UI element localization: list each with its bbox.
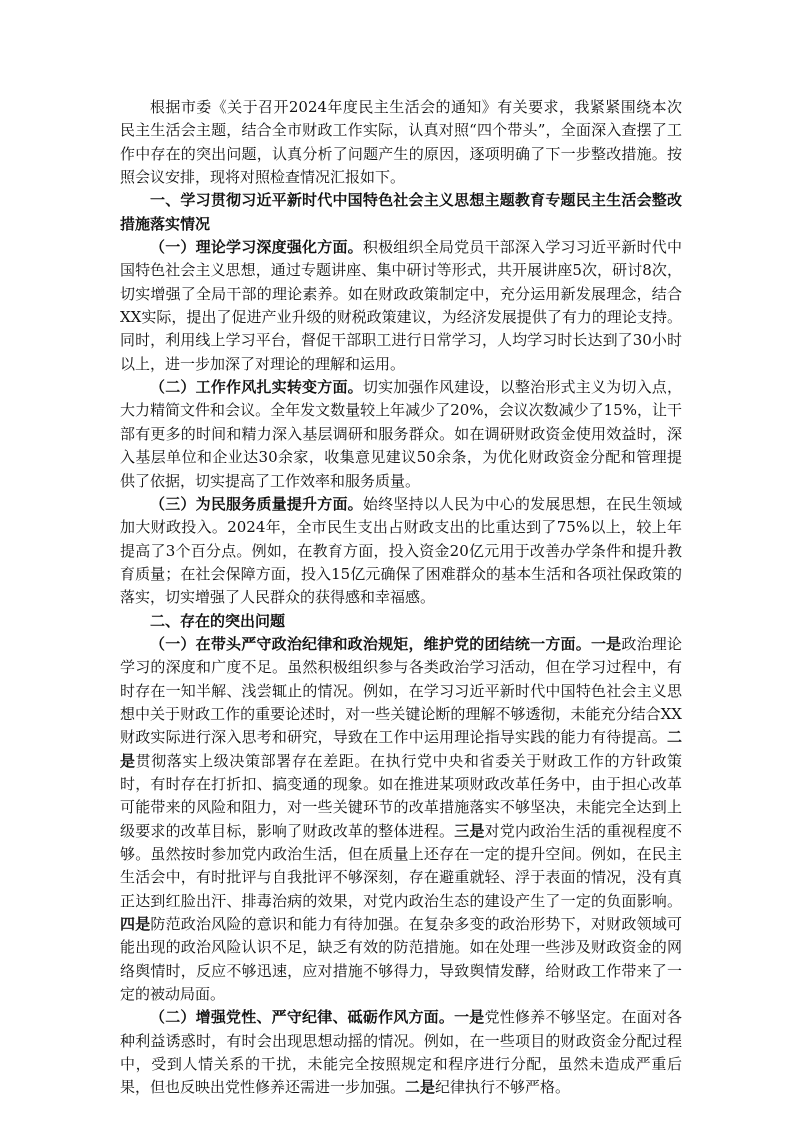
paragraph-lead: （一）在带头严守政治纪律和政治规矩，维护党的团结统一方面。 (150, 634, 591, 653)
point-marker: 二是 (405, 1078, 436, 1097)
paragraph-text: 积极组织全局党员干部深入学习习近平新时代中国特色社会主义思想，通过专题讲座、集中研讨等形式，共开展讲座5次，研讨8次，切实增强了全局干部的理论素养。如在财政政策制定中，充分运用新发展理念，结合XX实际，提出了促进产业升级的财税政策建议，为经济发展提供了有力的理论支持。同时，利用线上学习平台，督促干部职工进行日常学习，人均学习时长达到了30小时以上，进一步加深了对理论的理解和运用。 (120, 238, 682, 373)
paragraph-lead: （三）为民服务质量提升方面。 (150, 494, 363, 513)
document-body (120, 96, 682, 1100)
paragraph-text: 始终坚持以人民为中心的发展思想，在民生领域加大财政投入。2024年，全市民生支出占财政支出的比重达到了75%以上，较上年提高了3个百分点。例如，在教育方面，投入资金20亿元用于改善办学条件和提升教育质量；在社会保障方面，投入15亿元确保了困难群众的基本生活和各项社保政策的落实，切实增强了人民群众的获得感和幸福感。 (120, 494, 682, 607)
point-marker: 一是 (454, 1008, 485, 1027)
point-marker: 一是 (590, 634, 622, 653)
point-marker: 四是 (120, 915, 151, 934)
section-heading-2: 二、存在的突出问题 (150, 611, 286, 630)
paragraph-theory-study (120, 236, 682, 376)
paragraph-lead: （一）理论学习深度强化方面。 (150, 238, 363, 257)
paragraph-lead: （二）增强党性、严守纪律、砥砺作风方面。 (150, 1008, 455, 1027)
paragraph-work-style (120, 376, 682, 493)
point-text: 贯彻落实上级决策部署存在差距。在执行党中央和省委关于财政工作的方针政策时，有时存在打折扣、搞变通的现象。如在推进某项财政改革任务中，由于担心改革可能带来的风险和阻力，对一些关键环节的改革措施落实不够坚决，未能完全达到上级要求的改革目标，影响了财政改革的整体进程。 (120, 751, 682, 840)
point-text: 纪律执行不够严格。 (435, 1078, 571, 1097)
paragraph-lead: （二）工作作风扎实转变方面。 (150, 378, 363, 397)
paragraph-text: 切实加强作风建设，以整治形式主义为切入点，大力精简文件和会议。全年发文数量较上年减少了20%，会议次数减少了15%，让干部有更多的时间和精力深入基层调研和服务群众。如在调研财政资金使用效益时，深入基层单位和企业达30余家，收集意见建议50余条，为优化财政资金分配和管理提供了依据，切实提高了工作效率和服务质量。 (120, 378, 682, 490)
point-text: 政治理论学习的深度和广度不足。虽然积极组织参与各类政治学习活动，但在学习过程中，有时存在一知半解、浅尝辄止的情况。例如，在学习习近平新时代中国特色社会主义思想中关于财政工作的重要论述时，对一些关键论断的理解不够透彻，未能充分结合XX财政实际进行深入思考和研究，导致在工作中运用理论指导实践的能力有待提高。 (120, 634, 682, 747)
point-text: 党性修养不够坚定。在面对各种利益诱惑时，有时会出现思想动摇的情况。例如，在一些项目的财政资金分配过程中，受到人情关系的干扰，未能完全按照规定和程序进行分配，虽然未造成严重后果，但也反映出党性修养还需进一步加强。 (120, 1008, 682, 1097)
section-heading-1: 一、学习贯彻习近平新时代中国特色社会主义思想主题教育专题民主生活会整改措施落实情况 (120, 191, 682, 233)
point-text: 对党内政治生活的重视程度不够。虽然按时参加党内政治生活，但在质量上还存在一定的提升空间。例如，在民主生活会中，有时批评与自我批评不够深刻，存在避重就轻、浮于表面的情况，没有真正达到红脸出汗、排毒治病的效果，对党内政治生态的建设产生了一定的负面影响。 (120, 821, 682, 910)
paragraph-party-spirit (120, 1006, 682, 1099)
paragraph-public-service (120, 493, 682, 610)
point-marker: 二是 (120, 728, 682, 770)
paragraph-political-discipline (120, 633, 682, 1007)
intro-paragraph: 根据市委《关于召开2024年度民主生活会的通知》有关要求，我紧紧围绕本次民主生活会主题，结合全市财政工作实际，认真对照“四个带头”，全面深入查摆了工作中存在的突出问题，认真分析了问题产生的原因，逐项明确了下一步整改措施。按照会议安排，现将对照检查情况汇报如下。 (120, 98, 682, 187)
point-text: 防范政治风险的意识和能力有待加强。在复杂多变的政治形势下，对财政领域可能出现的政治风险认识不足，缺乏有效的防范措施。如在处理一些涉及财政资金的网络舆情时，反应不够迅速，应对措施不够得力，导致舆情发酵，给财政工作带来了一定的被动局面。 (120, 915, 682, 1004)
point-marker: 三是 (454, 821, 485, 840)
